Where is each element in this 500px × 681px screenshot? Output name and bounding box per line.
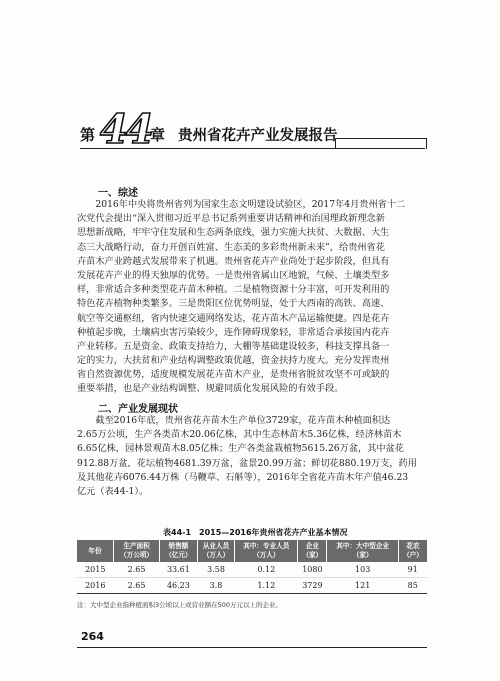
table-cell: 0.12 xyxy=(235,562,298,578)
table-cell: 46.23 xyxy=(160,578,198,594)
paragraph-line: 思想新战略，牢牢守住发展和生态两条底线，强力实施大扶贫、大数据、大生 xyxy=(77,227,390,239)
table-cell: 2015 xyxy=(77,562,114,578)
chapter-title: 贵州省花卉产业发展报告 xyxy=(178,128,338,144)
table-cell: 2016 xyxy=(77,578,114,594)
page-number: 264 xyxy=(81,630,104,643)
paragraph-line: 次党代会提出“深入贯彻习近平总书记系列重要讲话精神和治国理政新理念新 xyxy=(77,213,385,225)
table-header-cell: 花农 （户） xyxy=(398,540,427,562)
paragraph-line: 6.65亿株，园林景观苗木8.05亿株；生产各类盆栽植物5615.26万盆，其中盆花 xyxy=(77,443,404,455)
paragraph-status xyxy=(77,414,427,499)
table-header-cell: 从业人员 （万人） xyxy=(197,540,235,562)
table-header-cell: 年份 xyxy=(77,540,114,562)
table-cell: 3729 xyxy=(298,578,327,594)
chapter-suffix: 章 xyxy=(150,126,166,144)
table-cell: 1080 xyxy=(298,562,327,578)
paragraph-line: 2016年中央将贵州省列为国家生态文明建设试验区，2017年4月贵州省十二 xyxy=(95,199,406,210)
table-cell: 2.65 xyxy=(114,578,160,594)
paragraph-line: 特色花卉植物种类繁多。三是贵阳区位优势明显，处于大西南的高铁、高速、 xyxy=(77,298,390,310)
paragraph-line: 定的实力，大扶贫和产业结构调整政策优越，资金扶持力度大。充分发挥贵州 xyxy=(77,355,390,367)
table-cell: 2.65 xyxy=(114,562,160,578)
paragraph-line: 发展花卉产业的得天独厚的优势。一是贵州省属山区地貌，气候、土壤类型多 xyxy=(77,269,390,281)
table-row xyxy=(77,562,427,578)
chapter-prefix: 第 xyxy=(80,126,96,144)
paragraph-line: 态三大战略行动，奋力开创百姓富、生态美的多彩贵州新未来”，给贵州省花 xyxy=(77,241,385,253)
paragraph-line: 种植起步晚，土壤病虫害污染较少，连作障碍现象轻，非常适合承接国内花卉 xyxy=(77,326,390,338)
paragraph-line: 航空等交通枢纽，省内快速交通网络发达，花卉苗木产品运输便捷。四是花卉 xyxy=(77,312,390,324)
page-footer-rule xyxy=(77,647,427,648)
paragraph-line: 省自然资源优势，适度规模发展花卉苗木产业，是贵州省脱贫攻坚不可或缺的 xyxy=(77,369,390,381)
table-cell: 121 xyxy=(327,578,398,594)
table-caption: 表44-1 2015—2016年贵州省花卉产业基本情况 xyxy=(163,528,348,537)
paragraph-line: 卉苗木产业跨越式发展带来了机遇。贵州省花卉产业尚处于起步阶段，但具有 xyxy=(77,255,390,267)
paragraph-line: 重要举措，也是产业结构调整、规避同质化发展风险的有效手段。 xyxy=(77,383,344,395)
paragraph-line: 2.65万公顷，生产各类苗木20.06亿株，其中生态林苗木5.36亿株，经济林苗木 xyxy=(77,429,402,441)
paragraph-line: 截至2016年底，贵州省花卉苗木生产单位3729家，花卉苗木种植面积达 xyxy=(95,415,391,426)
section-heading-status: 二、产业发展现状 xyxy=(98,404,178,415)
chapter-number: 44 xyxy=(100,106,152,153)
table-cell: 1.12 xyxy=(235,578,298,594)
section-heading-overview: 一、综述 xyxy=(98,188,138,199)
table-row xyxy=(77,578,427,594)
paragraph-line: 产业转移。五是资金、政策支持给力，大棚等基础建设较多，科技支撑具备一 xyxy=(77,340,390,352)
paragraph-line: 912.88万盆，花坛植物4681.39万盆，盆景20.99万盆；鲜切花880.19万支，药用 xyxy=(77,457,417,469)
data-table xyxy=(77,540,427,594)
table-header-cell: 销售额 （亿元） xyxy=(160,540,198,562)
paragraph-overview xyxy=(77,198,427,397)
table-cell: 103 xyxy=(327,562,398,578)
table-header-cell: 其中：大中型企业 （家） xyxy=(327,540,398,562)
paragraph-line: 及其他花卉6076.44万株（马鞭草、石斛等），2016年全省花卉苗木年产值46.23 xyxy=(77,471,409,483)
table-header-cell: 生产面积 （万公顷） xyxy=(114,540,160,562)
table-header-cell: 其中：专业人员 （万人） xyxy=(235,540,298,562)
chapter-rule-tab xyxy=(335,138,427,149)
paragraph-line: 亿元（表44-1）。 xyxy=(77,485,149,497)
table-cell: 3.58 xyxy=(197,562,235,578)
paragraph-line: 样，非常适合多种类型花卉苗木种植。二是植物资源十分丰富，可开发利用的 xyxy=(77,284,390,296)
table-cell: 3.8 xyxy=(197,578,235,594)
table-header-cell: 企业 （家） xyxy=(298,540,327,562)
table-note: 注：大中型企业指种植面积3公顷以上或营业额在500万元以上的企业。 xyxy=(77,601,283,609)
table-header-row xyxy=(77,540,427,562)
table-cell: 33.61 xyxy=(160,562,198,578)
table-cell: 85 xyxy=(398,578,427,594)
table-cell: 91 xyxy=(398,562,427,578)
